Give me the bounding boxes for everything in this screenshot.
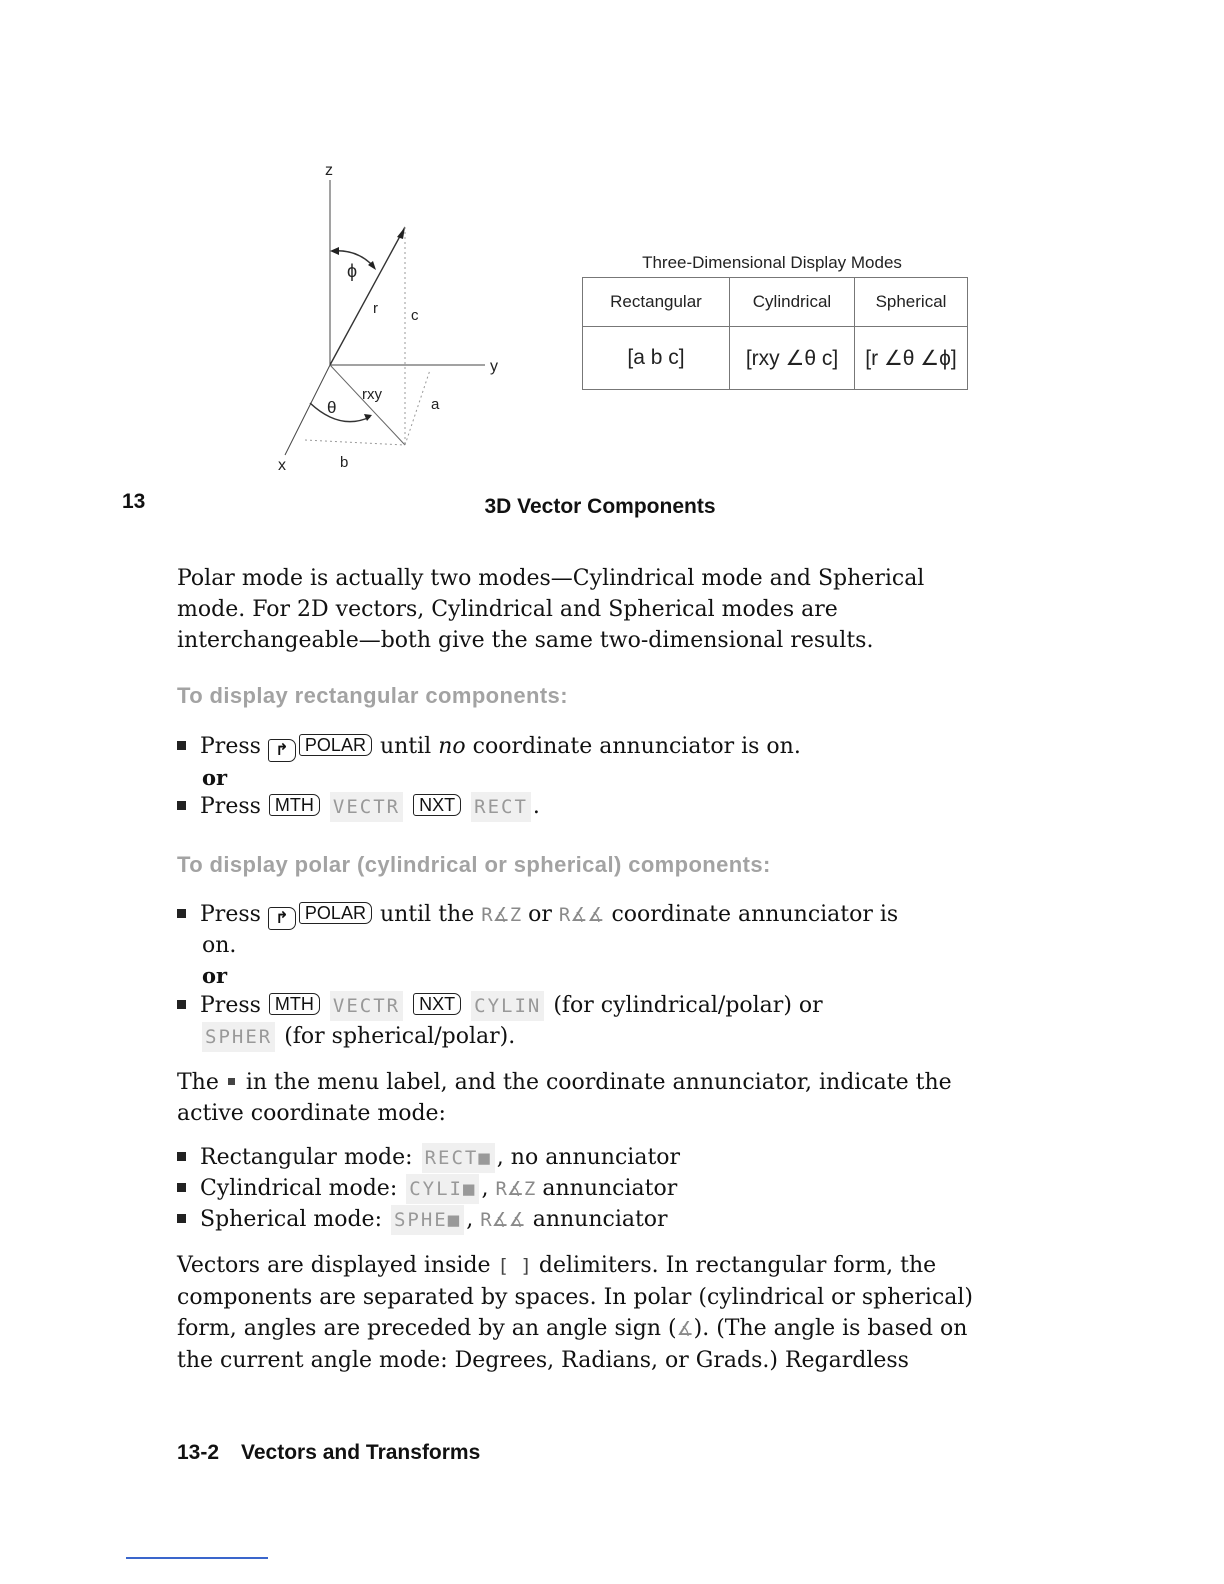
cylindrical-annunciator: R∡Z — [495, 1178, 536, 1200]
intro-line: interchangeable—both give the same two-dimensional results. — [177, 628, 874, 653]
header-spherical: Spherical — [855, 278, 968, 327]
sphe-indicator-menu-label: SPHE■ — [391, 1205, 464, 1235]
chapter-tab-number: 13 — [122, 490, 146, 513]
cylin-menu-label[interactable]: CYLIN — [471, 991, 544, 1021]
indicator-square-icon — [228, 1078, 235, 1085]
label-phi: ϕ — [347, 261, 358, 281]
label-rxy: rxy — [362, 386, 382, 403]
label-r: r — [373, 300, 378, 317]
indicator-paragraph: The in the menu label, and the coordinate annunciator, indicate the active coordinate mode: — [177, 1070, 952, 1126]
vector-components-diagram — [270, 155, 520, 475]
cylindrical-annunciator: R∡Z — [481, 904, 522, 926]
cell-spherical: [r ∠θ ∠ϕ] — [855, 327, 968, 390]
component-a-guide — [405, 370, 430, 445]
mth-key[interactable]: MTH — [269, 794, 320, 816]
bullet-icon — [177, 1183, 186, 1192]
figure-caption: 3D Vector Components — [484, 495, 716, 518]
scan-edge-line — [126, 1557, 268, 1559]
projection-rxy — [330, 365, 405, 445]
page-number: 13-2 — [177, 1441, 220, 1464]
polar-step-1-continued: on. — [202, 933, 237, 958]
rect-indicator-menu-label: RECT■ — [422, 1143, 495, 1173]
bracket-delimiters: [ ] — [497, 1255, 532, 1277]
display-modes-table — [582, 277, 968, 390]
intro-line: Polar mode is actually two modes—Cylindrical mode and Spherical — [177, 566, 925, 591]
polar-key[interactable]: POLAR — [299, 734, 372, 756]
or-label: or — [202, 765, 228, 790]
x-axis — [285, 365, 330, 455]
list-item: Spherical mode: SPHE■ , R∡∡ annunciator — [177, 1205, 668, 1235]
polar-step-1: Press ↱ POLAR until the R∡Z or R∡∡ coordinate annunciator is — [177, 900, 898, 930]
vector-r-arrowhead — [397, 227, 405, 239]
angle-sign: ∡ — [676, 1318, 694, 1340]
right-shift-key[interactable]: ↱ — [268, 907, 296, 930]
nxt-key[interactable]: NXT — [413, 993, 461, 1015]
component-b-guide — [305, 440, 405, 445]
header-rectangular: Rectangular — [583, 278, 730, 327]
label-c: c — [411, 307, 419, 324]
bullet-icon — [177, 801, 186, 810]
intro-paragraph — [177, 563, 997, 656]
bullet-icon — [177, 1214, 186, 1223]
right-shift-key[interactable]: ↱ — [268, 739, 296, 762]
list-item: Rectangular mode: RECT■ , no annunciator — [177, 1143, 680, 1173]
header-cylindrical: Cylindrical — [730, 278, 855, 327]
label-a: a — [431, 396, 440, 413]
vector-r — [330, 227, 405, 365]
bullet-icon — [177, 1152, 186, 1161]
page-footer — [177, 1441, 480, 1465]
label-z: z — [325, 162, 333, 179]
vectr-menu-label[interactable]: VECTR — [330, 792, 403, 822]
table-header-row — [583, 278, 968, 327]
phi-arrowhead-left — [330, 247, 339, 255]
spherical-annunciator: R∡∡ — [480, 1209, 526, 1231]
or-label: or — [202, 963, 228, 988]
delimiter-paragraph: Vectors are displayed inside [ ] delimiters. In rectangular form, the components are separated by spaces. In polar (cylindrical or spherical) form, angles are preceded by an angle sign (∡). (The angle is based on the current angle mode: Degrees, Radians, or Grads.) Regardless — [177, 1253, 974, 1373]
spherical-annunciator: R∡∡ — [558, 904, 605, 926]
list-item: Cylindrical mode: CYLI■ , R∡Z annunciator — [177, 1174, 677, 1204]
rect-menu-label[interactable]: RECT — [471, 792, 531, 822]
bullet-icon — [177, 741, 186, 750]
spher-menu-label[interactable]: SPHER — [202, 1022, 275, 1052]
cell-cylindrical: [rxy ∠θ c] — [730, 327, 855, 390]
bullet-icon — [177, 1000, 186, 1009]
nxt-key[interactable]: NXT — [413, 794, 461, 816]
table-row — [583, 327, 968, 390]
rect-heading: To display rectangular components: — [177, 683, 568, 708]
polar-heading: To display polar (cylindrical or spherical) components: — [177, 852, 771, 877]
label-y: y — [490, 358, 498, 375]
bullet-icon — [177, 909, 186, 918]
cyli-indicator-menu-label: CYLI■ — [406, 1174, 479, 1204]
label-x: x — [278, 457, 286, 474]
label-theta: θ — [327, 398, 337, 417]
polar-key[interactable]: POLAR — [299, 902, 372, 924]
label-b: b — [340, 454, 349, 471]
modes-table-title: Three-Dimensional Display Modes — [642, 253, 902, 272]
rect-step-2: Press MTH VECTR NXT RECT . — [177, 792, 540, 822]
cell-rectangular: [a b c] — [583, 327, 730, 390]
polar-step-2: Press MTH VECTR NXT CYLIN (for cylindrical/polar) or — [177, 991, 823, 1021]
section-title: Vectors and Transforms — [241, 1441, 481, 1464]
vectr-menu-label[interactable]: VECTR — [330, 991, 403, 1021]
mth-key[interactable]: MTH — [269, 993, 320, 1015]
rect-step-1: Press ↱ POLAR until no coordinate annunciator is on. — [177, 732, 801, 762]
theta-arrowhead — [364, 414, 372, 421]
intro-line: mode. For 2D vectors, Cylindrical and Spherical modes are — [177, 597, 838, 622]
polar-step-2-continued: SPHER (for spherical/polar). — [202, 1022, 515, 1052]
theta-arc — [310, 403, 370, 422]
